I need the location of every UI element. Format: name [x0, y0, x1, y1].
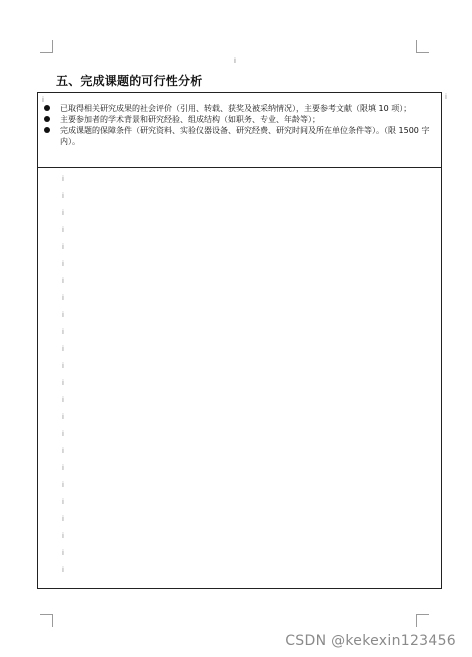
empty-paragraph-mark: ⅰ: [62, 498, 64, 506]
empty-paragraph-mark: ⅰ: [62, 549, 64, 557]
empty-paragraph-mark: ⅰ: [62, 277, 64, 285]
row-end-marks: [445, 94, 447, 101]
empty-paragraph-mark: ⅰ: [62, 379, 64, 387]
empty-paragraph-mark: ⅰ: [62, 447, 64, 455]
empty-paragraph-mark: ⅰ: [62, 515, 64, 523]
crop-mark-bottom-left: [40, 614, 53, 627]
empty-paragraph-mark: ⅰ: [62, 260, 64, 268]
answer-area[interactable]: [38, 168, 441, 588]
bullet-icon: [44, 127, 50, 133]
requirement-text: 主要参加者的学术背景和研究经验、组成结构（如职务、专业、年龄等）；: [60, 115, 320, 124]
empty-paragraph-marks: [62, 176, 64, 584]
empty-paragraph-mark: ⅰ: [62, 362, 64, 370]
empty-paragraph-mark: ⅰ: [62, 430, 64, 438]
bullet-icon: [44, 116, 50, 122]
requirements-cell[interactable]: [38, 93, 441, 168]
requirement-item: [43, 125, 439, 147]
crop-mark-bottom-right: [416, 614, 429, 627]
empty-paragraph-mark: ⅰ: [62, 481, 64, 489]
empty-paragraph-mark: ⅰ: [62, 294, 64, 302]
empty-paragraph-mark: ⅰ: [62, 413, 64, 421]
empty-paragraph-mark: ⅰ: [62, 464, 64, 472]
feasibility-table: [37, 92, 442, 589]
empty-paragraph-mark: ⅰ: [62, 532, 64, 540]
bullet-icon: [44, 105, 50, 111]
empty-paragraph-mark: ⅰ: [62, 192, 64, 200]
empty-paragraph-mark: ⅰ: [62, 175, 64, 183]
empty-paragraph-mark: ⅰ: [62, 566, 64, 574]
top-paragraph-mark: ⅰ: [234, 57, 236, 65]
requirement-text: 完成课题的保障条件（研究资料、实验仪器设备、研究经费、研究时间及所在单位条件等）。（限 1500 字内）。: [60, 126, 430, 146]
empty-paragraph-mark: ⅰ: [62, 311, 64, 319]
empty-paragraph-mark: ⅰ: [62, 243, 64, 251]
empty-paragraph-mark: ⅰ: [62, 209, 64, 217]
crop-mark-top-right: [416, 40, 429, 53]
crop-mark-top-left: [40, 40, 53, 53]
paragraph-mark: ⅰ: [42, 96, 44, 104]
requirement-text: 已取得相关研究成果的社会评价（引用、转载、获奖及被采纳情况），主要参考文献（限填 10 项）；: [60, 104, 412, 113]
requirements-list: [43, 103, 439, 147]
empty-paragraph-mark: ⅰ: [62, 328, 64, 336]
row-end-mark: ⅰ: [445, 93, 447, 101]
requirement-item: [43, 103, 439, 114]
empty-paragraph-mark: ⅰ: [62, 226, 64, 234]
section-heading: 五、完成课题的可行性分析: [56, 74, 203, 88]
watermark: CSDN @kekexin123456: [285, 633, 456, 649]
empty-paragraph-mark: ⅰ: [62, 345, 64, 353]
requirement-item: [43, 114, 439, 125]
empty-paragraph-mark: ⅰ: [62, 396, 64, 404]
